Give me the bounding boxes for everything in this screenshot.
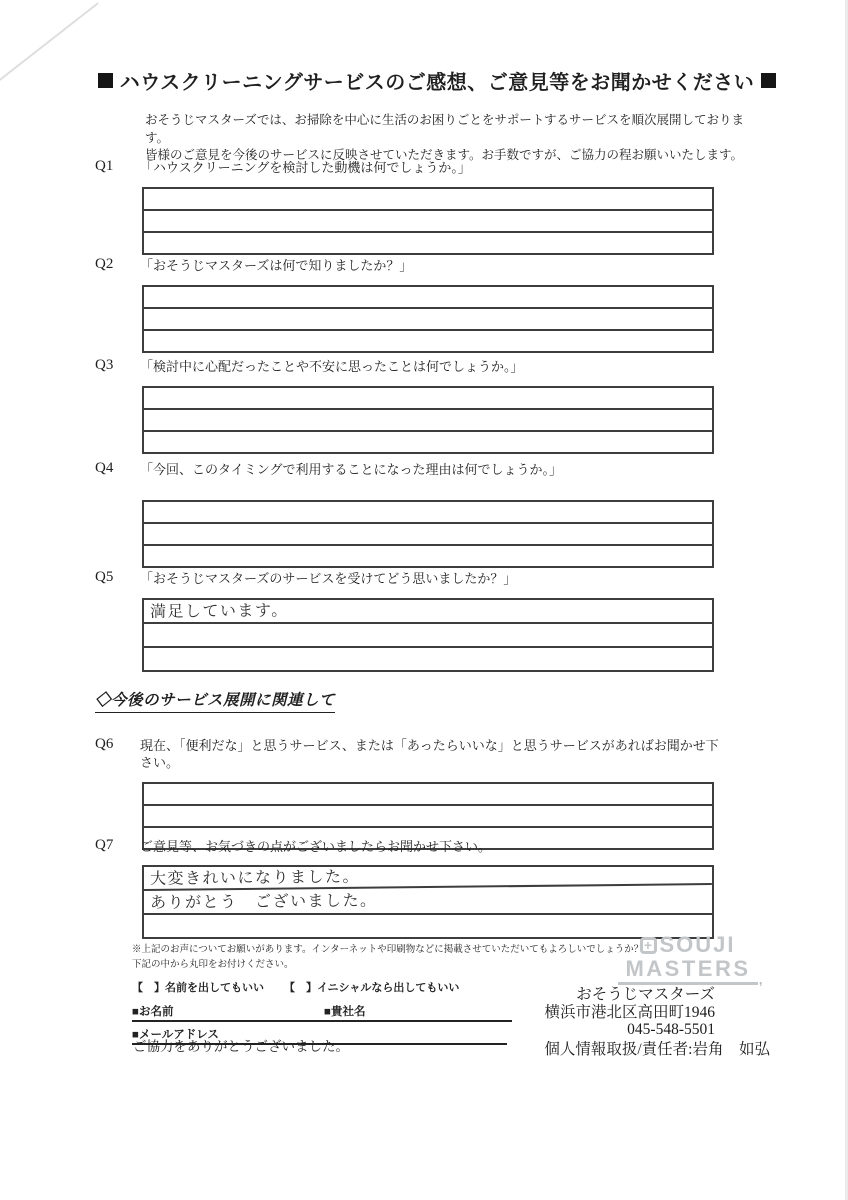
company-field-label: ■貴社名 bbox=[324, 1006, 366, 1018]
question-label: Q1 bbox=[95, 158, 114, 174]
answer-line[interactable] bbox=[144, 522, 712, 544]
intro-line-2: 皆様のご意見を今後のサービスに反映させていただきます。お手数ですが、ご協力の程お願いいたします。 bbox=[145, 148, 744, 162]
page-title-row bbox=[98, 66, 776, 95]
question-block-q5 bbox=[95, 569, 720, 672]
question-label: Q7 bbox=[95, 837, 114, 853]
consent-option-initial[interactable]: 【 】イニシャルなら出してもいい bbox=[284, 982, 460, 994]
question-block-q1 bbox=[95, 158, 720, 255]
consent-option-name[interactable]: 【 】名前を出してもいい bbox=[132, 982, 264, 994]
company-name: おそうじマスターズ bbox=[576, 986, 715, 1003]
answer-line[interactable] bbox=[144, 307, 712, 329]
logo-badge-icon: + bbox=[640, 937, 657, 954]
section-header: ◇今後のサービス展開に関連して bbox=[95, 688, 335, 713]
title-left-square-icon bbox=[98, 73, 113, 88]
question-block-q3 bbox=[95, 357, 720, 454]
question-block-q6 bbox=[95, 736, 720, 850]
answer-line[interactable] bbox=[144, 430, 712, 452]
question-text: 「ハウスクリーニングを検討した動機は何でしょうか。」 bbox=[140, 160, 471, 175]
question-label: Q4 bbox=[95, 460, 114, 476]
question-text: 「おそうじマスターズは何で知りましたか？」 bbox=[140, 258, 413, 273]
logo-text-line-1: SOUJI bbox=[659, 932, 736, 957]
logo-text-line-2: MASTERS , bbox=[618, 958, 758, 985]
question-label: Q2 bbox=[95, 256, 114, 272]
answer-line[interactable] bbox=[144, 622, 712, 646]
intro-paragraph bbox=[145, 112, 765, 165]
question-text: 「おそうじマスターズのサービスを受けてどう思いましたか？」 bbox=[140, 571, 517, 586]
answer-line[interactable] bbox=[144, 189, 712, 209]
handwritten-answer[interactable]: ありがとう ございました。 bbox=[144, 883, 712, 913]
name-field-label: ■お名前 bbox=[132, 1006, 174, 1018]
question-text: 現在、「便利だな」と思うサービス、または「あったらいいな」と思うサービスがあればお聞かせ下さい。 bbox=[140, 738, 719, 770]
answer-box-q5[interactable] bbox=[142, 598, 714, 672]
company-address: 横浜市港北区高田町1946 bbox=[544, 1003, 715, 1021]
question-text: ご意見等、お気づきの点がございましたらお聞かせ下さい。 bbox=[140, 839, 492, 854]
closing-thanks: ご協力をありがとうございました。 bbox=[133, 1039, 349, 1054]
answer-line[interactable] bbox=[144, 388, 712, 408]
question-block-q7 bbox=[95, 837, 720, 939]
question-text: 「今回、このタイミングで利用することになった理由は何でしょうか。」 bbox=[140, 462, 562, 477]
question-label: Q6 bbox=[95, 736, 114, 752]
answer-line[interactable] bbox=[144, 784, 712, 804]
question-block-q2 bbox=[95, 256, 720, 353]
handwritten-answer[interactable]: 満足しています。 bbox=[149, 600, 289, 621]
email-field-label: ■メールアドレス bbox=[132, 1029, 219, 1041]
scan-artifact-line bbox=[0, 2, 99, 84]
answer-line[interactable] bbox=[144, 231, 712, 253]
answer-line[interactable] bbox=[144, 502, 712, 522]
question-label: Q3 bbox=[95, 357, 114, 373]
privacy-officer: 個人情報取扱/責任者:岩角 如弘 bbox=[544, 1040, 770, 1058]
logo-trademark: , bbox=[758, 972, 765, 987]
answer-box-q4[interactable] bbox=[142, 500, 714, 568]
answer-box-q1[interactable] bbox=[142, 187, 714, 255]
consent-note-line-1: ※上記のお声についてお願いがあります。インターネットや印刷物などに掲載させていただいてもよろしいでしょうか？ bbox=[132, 944, 644, 955]
answer-box-q3[interactable] bbox=[142, 386, 714, 454]
answer-line[interactable] bbox=[144, 209, 712, 231]
answer-line[interactable] bbox=[144, 329, 712, 351]
question-text: 「検討中に心配だったことや不安に思ったことは何でしょうか。」 bbox=[140, 359, 524, 374]
page-title: ハウスクリーニングサービスのご感想、ご意見等をお聞かせください bbox=[119, 72, 755, 94]
handwritten-answer[interactable]: 大変きれいになりました。 bbox=[149, 866, 361, 888]
company-phone: 045-548-5501 bbox=[627, 1021, 715, 1038]
osouji-masters-logo bbox=[618, 932, 765, 987]
answer-line[interactable] bbox=[144, 544, 712, 566]
consent-note-line-2: 下記の中から丸印をお付けください。 bbox=[132, 959, 294, 970]
intro-line-1: おそうじマスターズでは、お掃除を中心に生活のお困りごとをサポートするサービスを順次展開しております。 bbox=[145, 113, 745, 145]
answer-line[interactable] bbox=[144, 287, 712, 307]
contact-block bbox=[470, 986, 770, 1058]
answer-box-q2[interactable] bbox=[142, 285, 714, 353]
answer-line[interactable] bbox=[144, 646, 712, 670]
title-right-square-icon bbox=[761, 73, 776, 88]
answer-box-q7[interactable] bbox=[142, 865, 714, 939]
answer-line[interactable] bbox=[144, 804, 712, 826]
name-company-field-row[interactable] bbox=[132, 1003, 512, 1022]
answer-line[interactable] bbox=[144, 408, 712, 430]
question-block-q4 bbox=[95, 460, 720, 568]
question-label: Q5 bbox=[95, 569, 114, 585]
